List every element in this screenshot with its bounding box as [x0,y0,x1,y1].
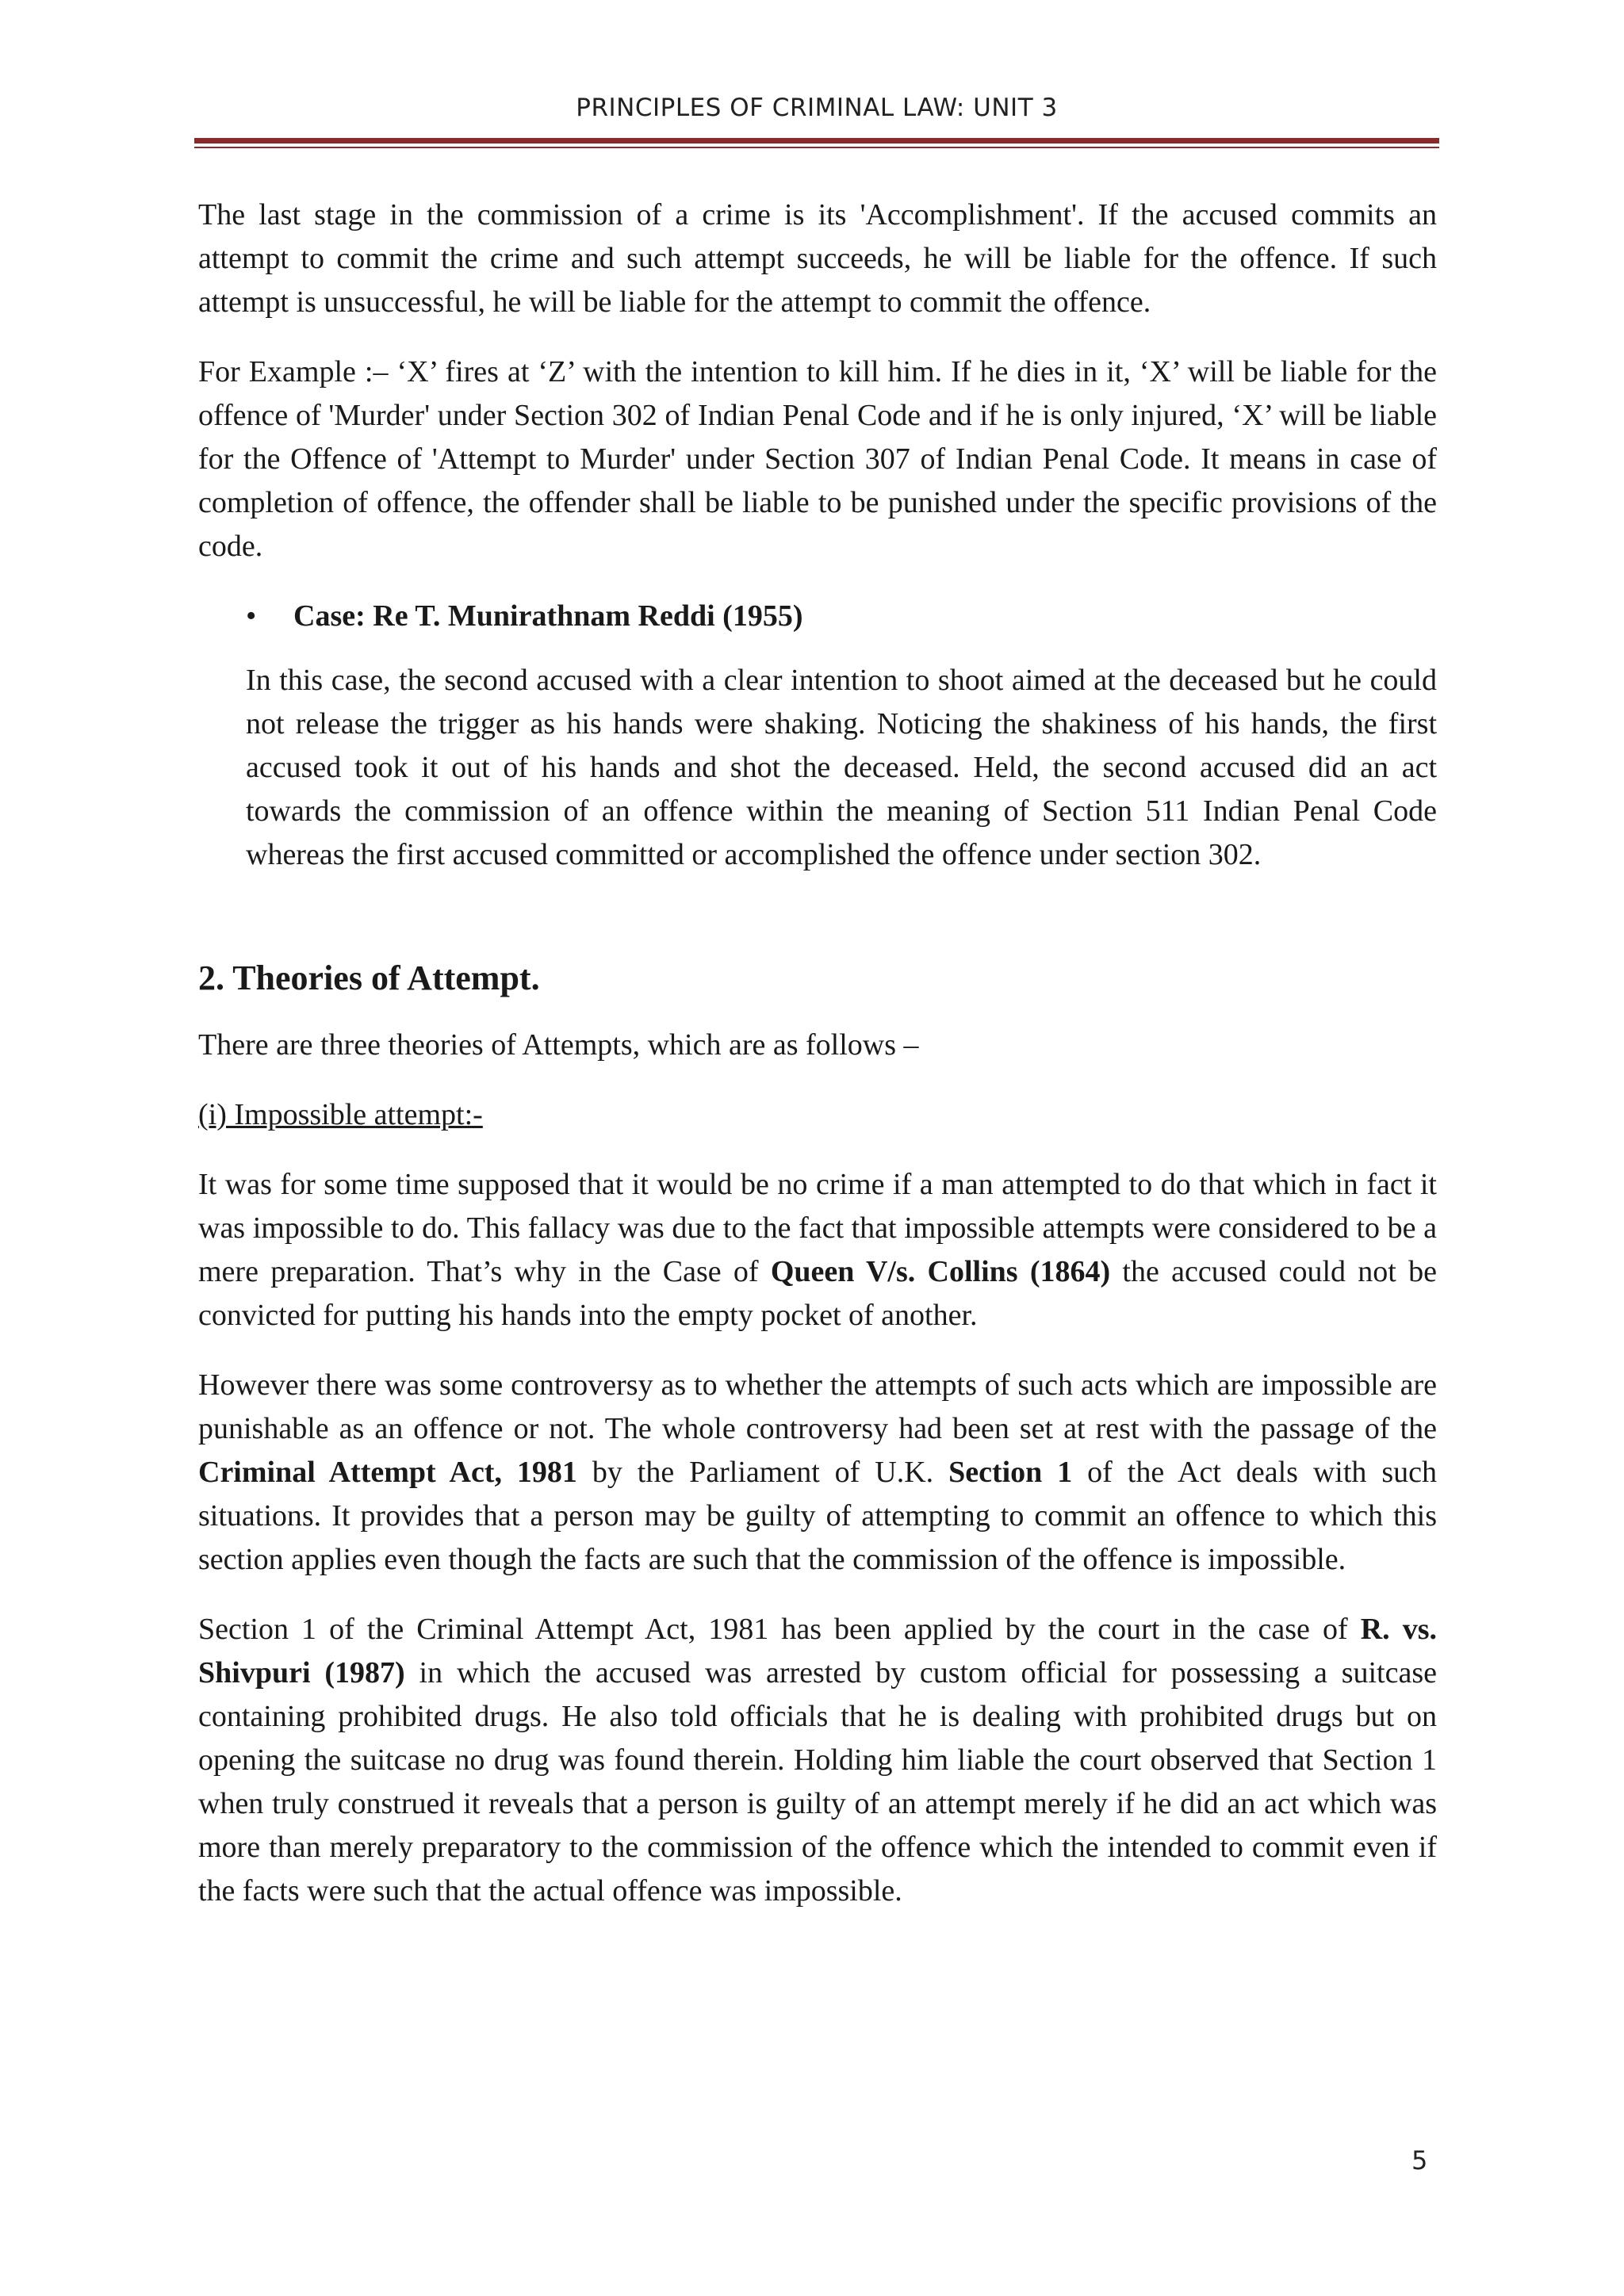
case-citation: Queen V/s. Collins (1864) [770,1255,1111,1288]
paragraph-shivpuri [198,1608,1437,1913]
text-run: in which the accused was arrested by custom official for possessing a suitcase containing prohibited drugs. He also told officials that he is dealing with prohibited drugs but on opening the suitcase no drug was found therein. Holding him liable the court observed that Section 1 when truly construed it reveals that a person is guilty of an attempt merely if he did an act which was more than merely preparatory to the commission of the offence which the intended to commit even if the facts were such that the actual offence was impossible. [198,1656,1438,1908]
paragraph-impossible-attempt [198,1163,1437,1337]
text-run: the accused could not be convicted for putting his hands into the empty pocket of another. [198,1255,1437,1332]
statute-citation: Criminal Attempt Act, 1981 [198,1456,577,1489]
header-rule [194,138,1439,144]
paragraph-accomplishment: The last stage in the commission of a crime is its 'Accomplishment'. If the accused commits an attempt to commit the crime and such attempt succeeds, he will be liable for the offence. If such attempt is unsuccessful, he will be liable for the attempt to commit the offence. [198,198,1437,319]
case-title: Case: Re T. Munirathnam Reddi (1955) [293,599,803,633]
section-citation: Section 1 [948,1456,1073,1489]
paragraph-example: For Example :– ‘X’ fires at ‘Z’ with the intention to kill him. If he dies in it, ‘X’ will be liable for the offence of 'Murder' under Section 302 of Indian Penal Code and if he is only injured, ‘X’ will be liable for the Offence of 'Attempt to Murder' under Section 307 of Indian Penal Code. It means in case of completion of offence, the offender shall be liable to be punished under the specific provisions of the code. [198,355,1437,563]
running-header: PRINCIPLES OF CRIMINAL LAW: UNIT 3 [576,94,1058,122]
text-run: by the Parliament of U.K. [576,1456,949,1489]
text-run: However there was some controversy as to whether the attempts of such acts which are impossible are punishable as an offence or not. The whole controversy had been set at rest with the passage of the [198,1368,1437,1445]
text-run: It was for some time supposed that it would be no crime if a man attempted to do that which in fact it was impossible to do. This fallacy was due to the fact that impossible attempts were considered to be a mere preparation. That’s why in the Case of [198,1168,1437,1288]
page-number: 5 [1411,2145,1428,2175]
paragraph-controversy [198,1364,1437,1582]
subheading-impossible-attempt: (i) Impossible attempt:- [198,1098,483,1131]
header-rule-thin [194,147,1439,148]
case-citation: R. vs. Shivpuri (1987) [198,1613,1437,1689]
text-run: Section 1 of the Criminal Attempt Act, 1981 has been applied by the court in the case of [198,1613,1361,1646]
paragraph-case-summary: In this case, the second accused with a clear intention to shoot aimed at the deceased but he could not release the trigger as his hands were shaking. Noticing the shakiness of his hands, the first accused took it out of his hands and shot the deceased. Held, the second accused did an act towards the commission of an offence within the meaning of Section 511 Indian Penal Code whereas the first accused committed or accomplished the offence under section 302. [246,664,1437,871]
paragraph-theories-intro: There are three theories of Attempts, which are as follows – [198,1028,919,1062]
case-bullet [246,595,1437,638]
document-body [198,193,1437,1939]
text-run: of the Act deals with such situations. It provides that a person may be guilty of attempting to commit an offence to which this section applies even though the facts are such that the commission of the offence is impossible. [198,1456,1437,1576]
bullet-icon: • [246,599,257,633]
section-heading: 2. Theories of Attempt. [198,959,540,997]
